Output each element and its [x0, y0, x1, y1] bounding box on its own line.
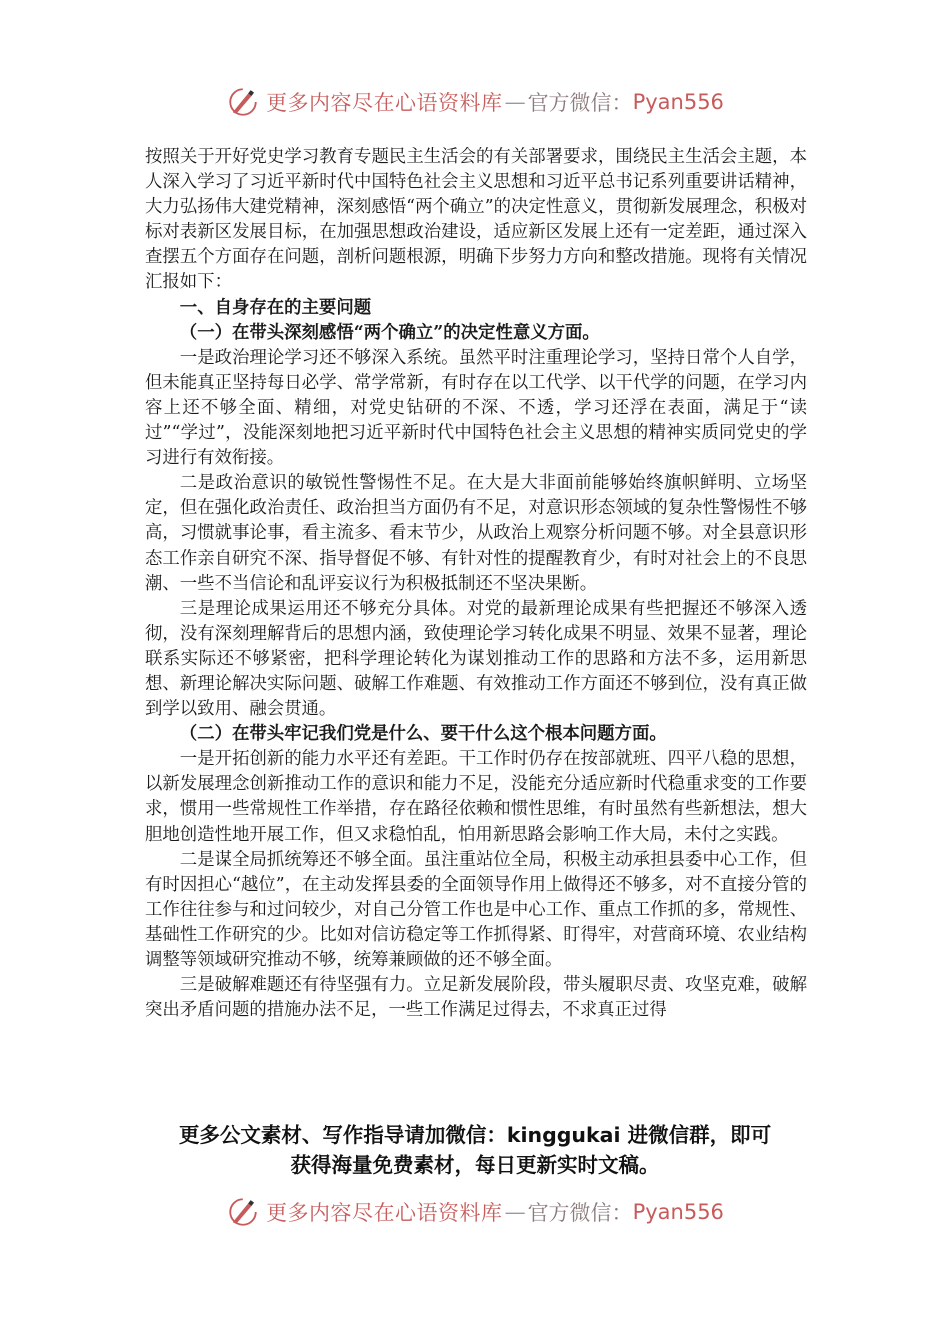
banner-wechat-id: Pyan556	[632, 90, 724, 114]
body-paragraph: 三是理论成果运用还不够充分具体。对党的最新理论成果有些把握还不够深入透彻，没有深刻理解背后的思想内涵，致使理论学习转化成果不明显、效果不显著，理论联系实际还不够紧密，把科学理论转化为谋划推动工作的思路和方法不多，运用新思想、新理论解决实际问题、破解工作难题、有效推动工作方面还不够到位，没有真正做到学以致用、融会贯通。	[145, 598, 807, 720]
promo-line-1: 更多公文素材、写作指导请加微信：kinggukai 进微信群，即可	[178, 1123, 772, 1147]
section-heading-1: 一、自身存在的主要问题	[179, 297, 372, 318]
banner-brand: 更多内容尽在心语资料库	[266, 91, 503, 115]
header-banner	[0, 85, 950, 119]
subsection-heading-2: （二）在带头牢记我们党是什么、要干什么这个根本问题方面。	[179, 724, 667, 745]
pen-logo-icon	[226, 1195, 260, 1229]
subsection-heading-1: （一）在带头深刻感悟“两个确立”的决定性意义方面。	[179, 322, 600, 343]
promo-line-2: 获得海量免费素材，每日更新实时文稿。	[290, 1153, 660, 1177]
body-paragraph: 二是政治意识的敏锐性警惕性不足。在大是大非面前能够始终旗帜鲜明、立场坚定，但在强化政治责任、政治担当方面仍有不足，对意识形态领域的复杂性警惕性不够高，习惯就事论事，看主流多、看末节少，从政治上观察分析问题不够。对全县意识形态工作亲自研究不深、指导督促不够、有针对性的提醒教育少，有时对社会上的不良思潮、一些不当信论和乱评妄议行为积极抵制还不坚决果断。	[145, 473, 807, 594]
footer-banner	[0, 1195, 950, 1229]
document-body	[145, 145, 807, 1023]
promo-notice	[130, 1120, 820, 1180]
banner-wechat-id: Pyan556	[632, 1200, 724, 1224]
banner-label: 官方微信：	[527, 91, 633, 115]
body-paragraph: 一是政治理论学习还不够深入系统。虽然平时注重理论学习，坚持日常个人自学，但未能真正坚持每日必学、常学常新，有时存在以工代学、以干代学的问题，在学习内容上还不够全面、精细，对党史钻研的不深、不透，学习还浮在表面，满足于“读过”“学过”，没能深刻地把习近平新时代中国特色社会主义思想的精神实质同党史的学习进行有效衔接。	[145, 347, 807, 469]
banner-brand: 更多内容尽在心语资料库	[266, 1201, 503, 1225]
intro-paragraph: 按照关于开好党史学习教育专题民主生活会的有关部署要求，围绕民主生活会主题，本人深入学习了习近平新时代中国特色社会主义思想和习近平总书记系列重要讲话精神，大力弘扬伟大建党精神，深刻感悟“两个确立”的决定性意义，贯彻新发展理念，积极对标对表新区发展目标，在加强思想政治建设，适应新区发展上还有一定差距，通过深入查摆五个方面存在问题，剖析问题根源，明确下步努力方向和整改措施。现将有关情况汇报如下：	[145, 147, 807, 293]
pen-logo-icon	[226, 85, 260, 119]
banner-dash: —	[504, 90, 526, 114]
body-paragraph: 二是谋全局抓统筹还不够全面。虽注重站位全局，积极主动承担县委中心工作，但有时因担心“越位”，在主动发挥县委的全面领导作用上做得还不够多，对不直接分管的工作往往参与和过问较少，对自己分管工作也是中心工作、重点工作抓的多，常规性、基础性工作研究的少。比如对信访稳定等工作抓得紧、盯得牢，对营商环境、农业结构调整等领域研究推动不够，统筹兼顾做的还不够全面。	[145, 849, 807, 970]
banner-label: 官方微信：	[527, 1201, 633, 1225]
banner-dash: —	[504, 1200, 526, 1224]
body-paragraph: 三是破解难题还有待坚强有力。立足新发展阶段，带头履职尽责、攻坚克难，破解突出矛盾问题的措施办法不足，一些工作满足过得去，不求真正过得	[145, 975, 807, 1021]
body-paragraph: 一是开拓创新的能力水平还有差距。干工作时仍存在按部就班、四平八稳的思想，以新发展理念创新推动工作的意识和能力不足，没能充分适应新时代稳重求变的工作要求，惯用一些常规性工作举措，存在路径依赖和惯性思维，有时虽然有些新想法，想大胆地创造性地开展工作，但又求稳怕乱，怕用新思路会影响工作大局，未付之实践。	[145, 749, 807, 845]
